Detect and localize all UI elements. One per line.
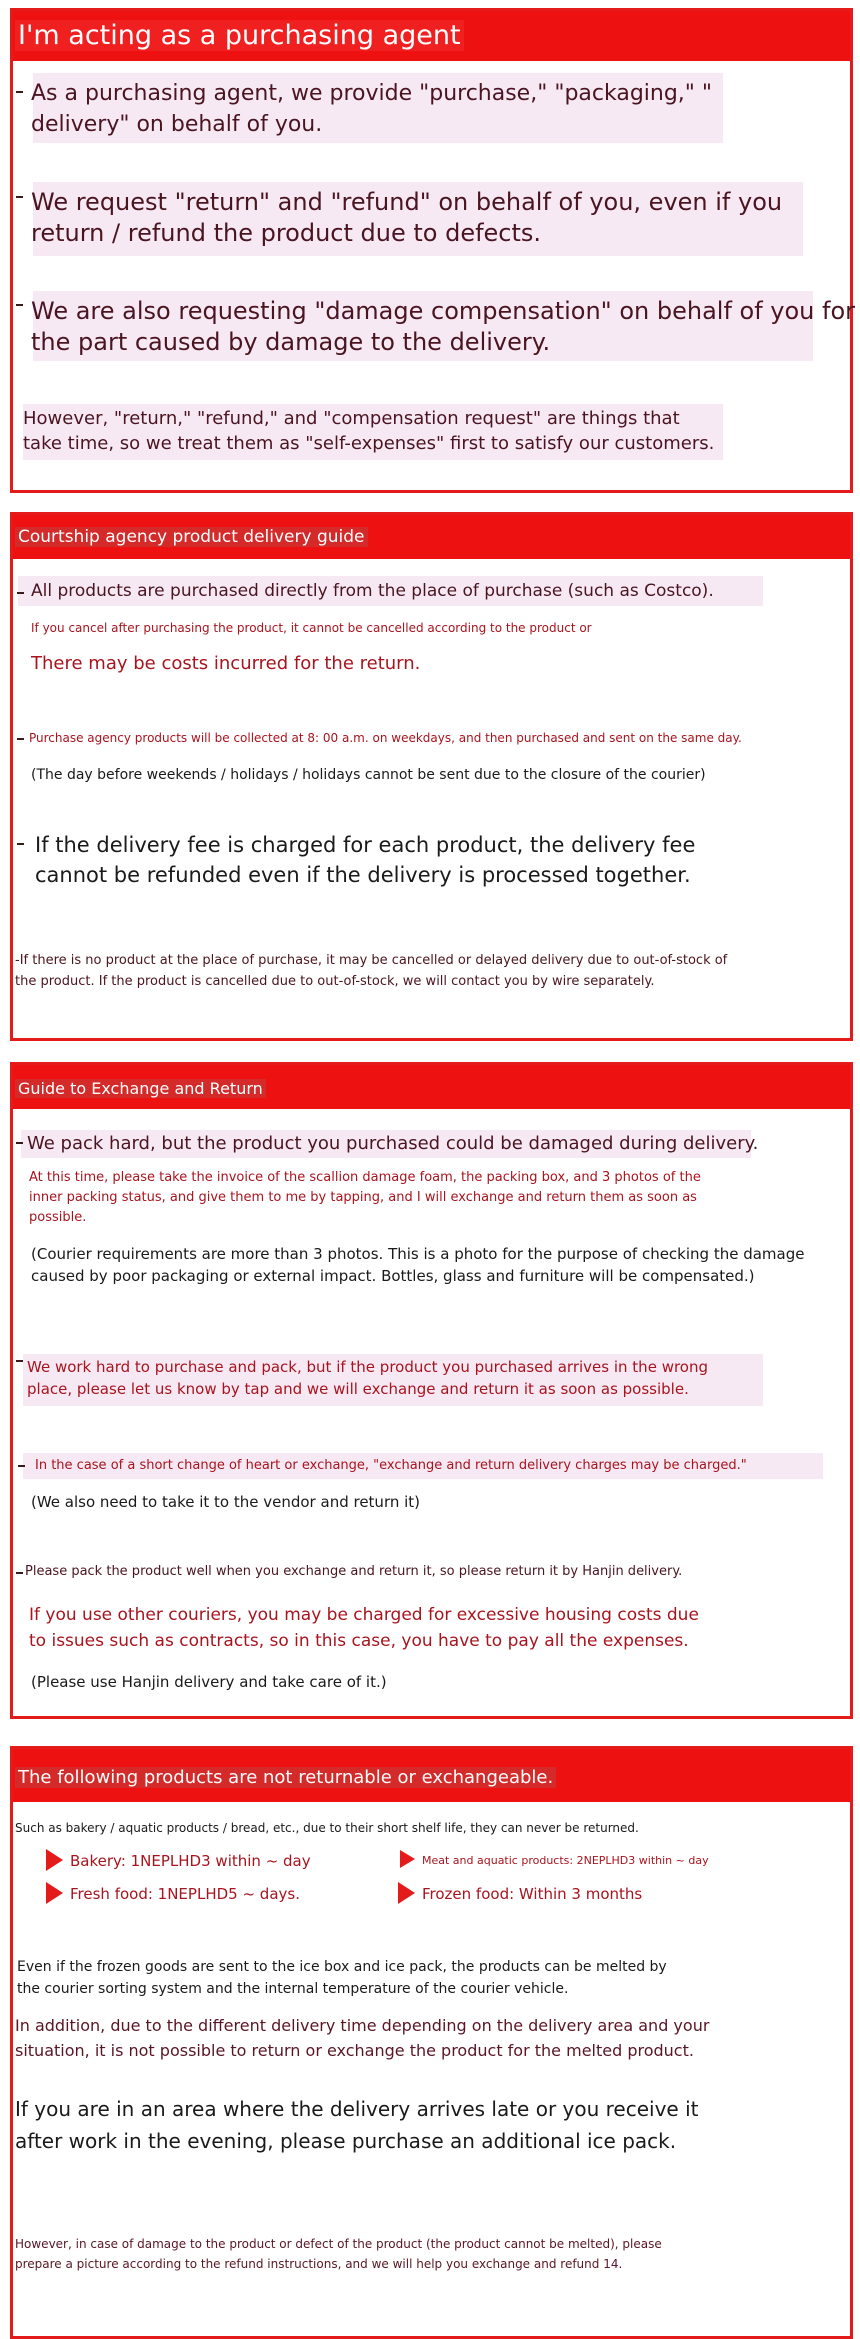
triangle-icon — [398, 1882, 415, 1904]
bullet-dash — [16, 1142, 23, 1144]
exchange-line: inner packing status, and give them to me by tapping, and I will exchange and return them as soon as — [29, 1190, 697, 1205]
exchange-line: (We also need to take it to the vendor and return it) — [31, 1493, 421, 1511]
triangle-icon — [400, 1850, 415, 1868]
info-paragraph: In addition, due to the different delivery time depending on the delivery area and your — [15, 2016, 710, 2035]
section-header-bar — [13, 1065, 850, 1109]
product-item: Fresh food: 1NEPLHD5 ~ days. — [70, 1885, 300, 1903]
bullet-dash — [16, 196, 23, 198]
info-paragraph: prepare a picture according to the refund instructions, and we will help you exchange and refund 14. — [15, 2257, 623, 2271]
section-title: I'm acting as a purchasing agent — [15, 20, 464, 51]
bullet-dash — [18, 1465, 25, 1467]
delivery-line: If the delivery fee is charged for each product, the delivery fee — [35, 833, 696, 857]
product-item: Bakery: 1NEPLHD3 within ~ day — [70, 1852, 311, 1870]
delivery-line: If you cancel after purchasing the product, it cannot be cancelled according to the product or — [31, 621, 592, 635]
info-paragraph: If you are in an area where the delivery arrives late or you receive it — [15, 2097, 699, 2121]
exchange-line: (Courier requirements are more than 3 photos. This is a photo for the purpose of checking the damage — [31, 1245, 805, 1263]
exchange-line: to issues such as contracts, so in this case, you have to pay all the expenses. — [29, 1631, 689, 1651]
exchange-line: Please pack the product well when you exchange and return it, so please return it by Hanjin delivery. — [25, 1564, 683, 1579]
paragraph-line: As a purchasing agent, we provide "purchase," "packaging," " — [31, 81, 713, 106]
section-header-bar — [13, 11, 850, 61]
section-title: Courtship agency product delivery guide — [15, 527, 368, 547]
section-header-bar — [13, 1749, 850, 1802]
delivery-line: -If there is no product at the place of purchase, it may be cancelled or delayed delivery due to out-of-stock of — [15, 953, 728, 968]
bullet-dash — [16, 91, 23, 93]
bullet-dash — [17, 592, 24, 594]
info-paragraph: However, in case of damage to the product or defect of the product (the product cannot be melted), please — [15, 2237, 662, 2251]
exchange-line: We pack hard, but the product you purchased could be damaged during delivery. — [27, 1133, 759, 1154]
delivery-line: All products are purchased directly from the place of purchase (such as Costco). — [31, 581, 714, 601]
bullet-dash — [16, 1360, 23, 1362]
bullet-dash — [17, 738, 24, 740]
paragraph-line: However, "return," "refund," and "compensation request" are things that — [23, 408, 680, 429]
triangle-icon — [46, 1882, 63, 1904]
paragraph-line: delivery" on behalf of you. — [31, 112, 323, 137]
delivery-line: There may be costs incurred for the return. — [31, 653, 421, 674]
exchange-line: (Please use Hanjin delivery and take care of it.) — [31, 1673, 387, 1691]
bullet-dash — [16, 1572, 23, 1574]
paragraph-line: take time, so we treat them as "self-expenses" first to satisfy our customers. — [23, 433, 715, 454]
exchange-line: If you use other couriers, you may be charged for excessive housing costs due — [29, 1605, 699, 1625]
info-paragraph: after work in the evening, please purchase an additional ice pack. — [15, 2129, 677, 2153]
section-exchange-return — [10, 1062, 853, 1719]
product-item: Frozen food: Within 3 months — [422, 1885, 643, 1903]
delivery-line: Purchase agency products will be collected at 8: 00 a.m. on weekdays, and then purchased and sent on the same day. — [29, 731, 742, 745]
info-paragraph: Even if the frozen goods are sent to the ice box and ice pack, the products can be melted by — [17, 1959, 667, 1975]
section-non-returnable — [10, 1746, 853, 2339]
triangle-icon — [46, 1849, 63, 1871]
section-title: The following products are not returnable or exchangeable. — [15, 1767, 556, 1788]
paragraph-line: the part caused by damage to the delivery. — [31, 328, 551, 356]
delivery-line: cannot be refunded even if the delivery is processed together. — [35, 863, 691, 887]
paragraph-line: We request "return" and "refund" on behalf of you, even if you — [31, 188, 783, 216]
info-paragraph: situation, it is not possible to return or exchange the product for the melted product. — [15, 2041, 694, 2060]
section-delivery-guide — [10, 512, 853, 1041]
section-title: Guide to Exchange and Return — [15, 1079, 266, 1098]
delivery-line: (The day before weekends / holidays / holidays cannot be sent due to the closure of the courier) — [31, 767, 706, 783]
exchange-line: In the case of a short change of heart or exchange, "exchange and return delivery charges may be charged." — [35, 1458, 747, 1473]
section-header-bar — [13, 515, 850, 559]
exchange-line: place, please let us know by tap and we will exchange and return it as soon as possible. — [27, 1380, 689, 1398]
intro-text: Such as bakery / aquatic products / bread, etc., due to their short shelf life, they can never be returned. — [15, 1821, 639, 1835]
delivery-line: the product. If the product is cancelled due to out-of-stock, we will contact you by wire separately. — [15, 974, 655, 989]
info-paragraph: the courier sorting system and the internal temperature of the courier vehicle. — [17, 1981, 569, 1997]
exchange-line: possible. — [29, 1210, 87, 1225]
bullet-dash — [16, 304, 23, 306]
bullet-dash — [17, 843, 24, 845]
exchange-line: caused by poor packaging or external impact. Bottles, glass and furniture will be compensated.) — [31, 1267, 755, 1285]
paragraph-line: We are also requesting "damage compensation" on behalf of you for — [31, 297, 856, 325]
section-purchasing-agent — [10, 8, 856, 493]
exchange-line: At this time, please take the invoice of the scallion damage foam, the packing box, and 3 photos of the — [29, 1170, 701, 1185]
product-item: Meat and aquatic products: 2NEPLHD3 within ~ day — [422, 1854, 709, 1867]
exchange-line: We work hard to purchase and pack, but if the product you purchased arrives in the wrong — [27, 1358, 708, 1376]
paragraph-line: return / refund the product due to defects. — [31, 219, 542, 247]
